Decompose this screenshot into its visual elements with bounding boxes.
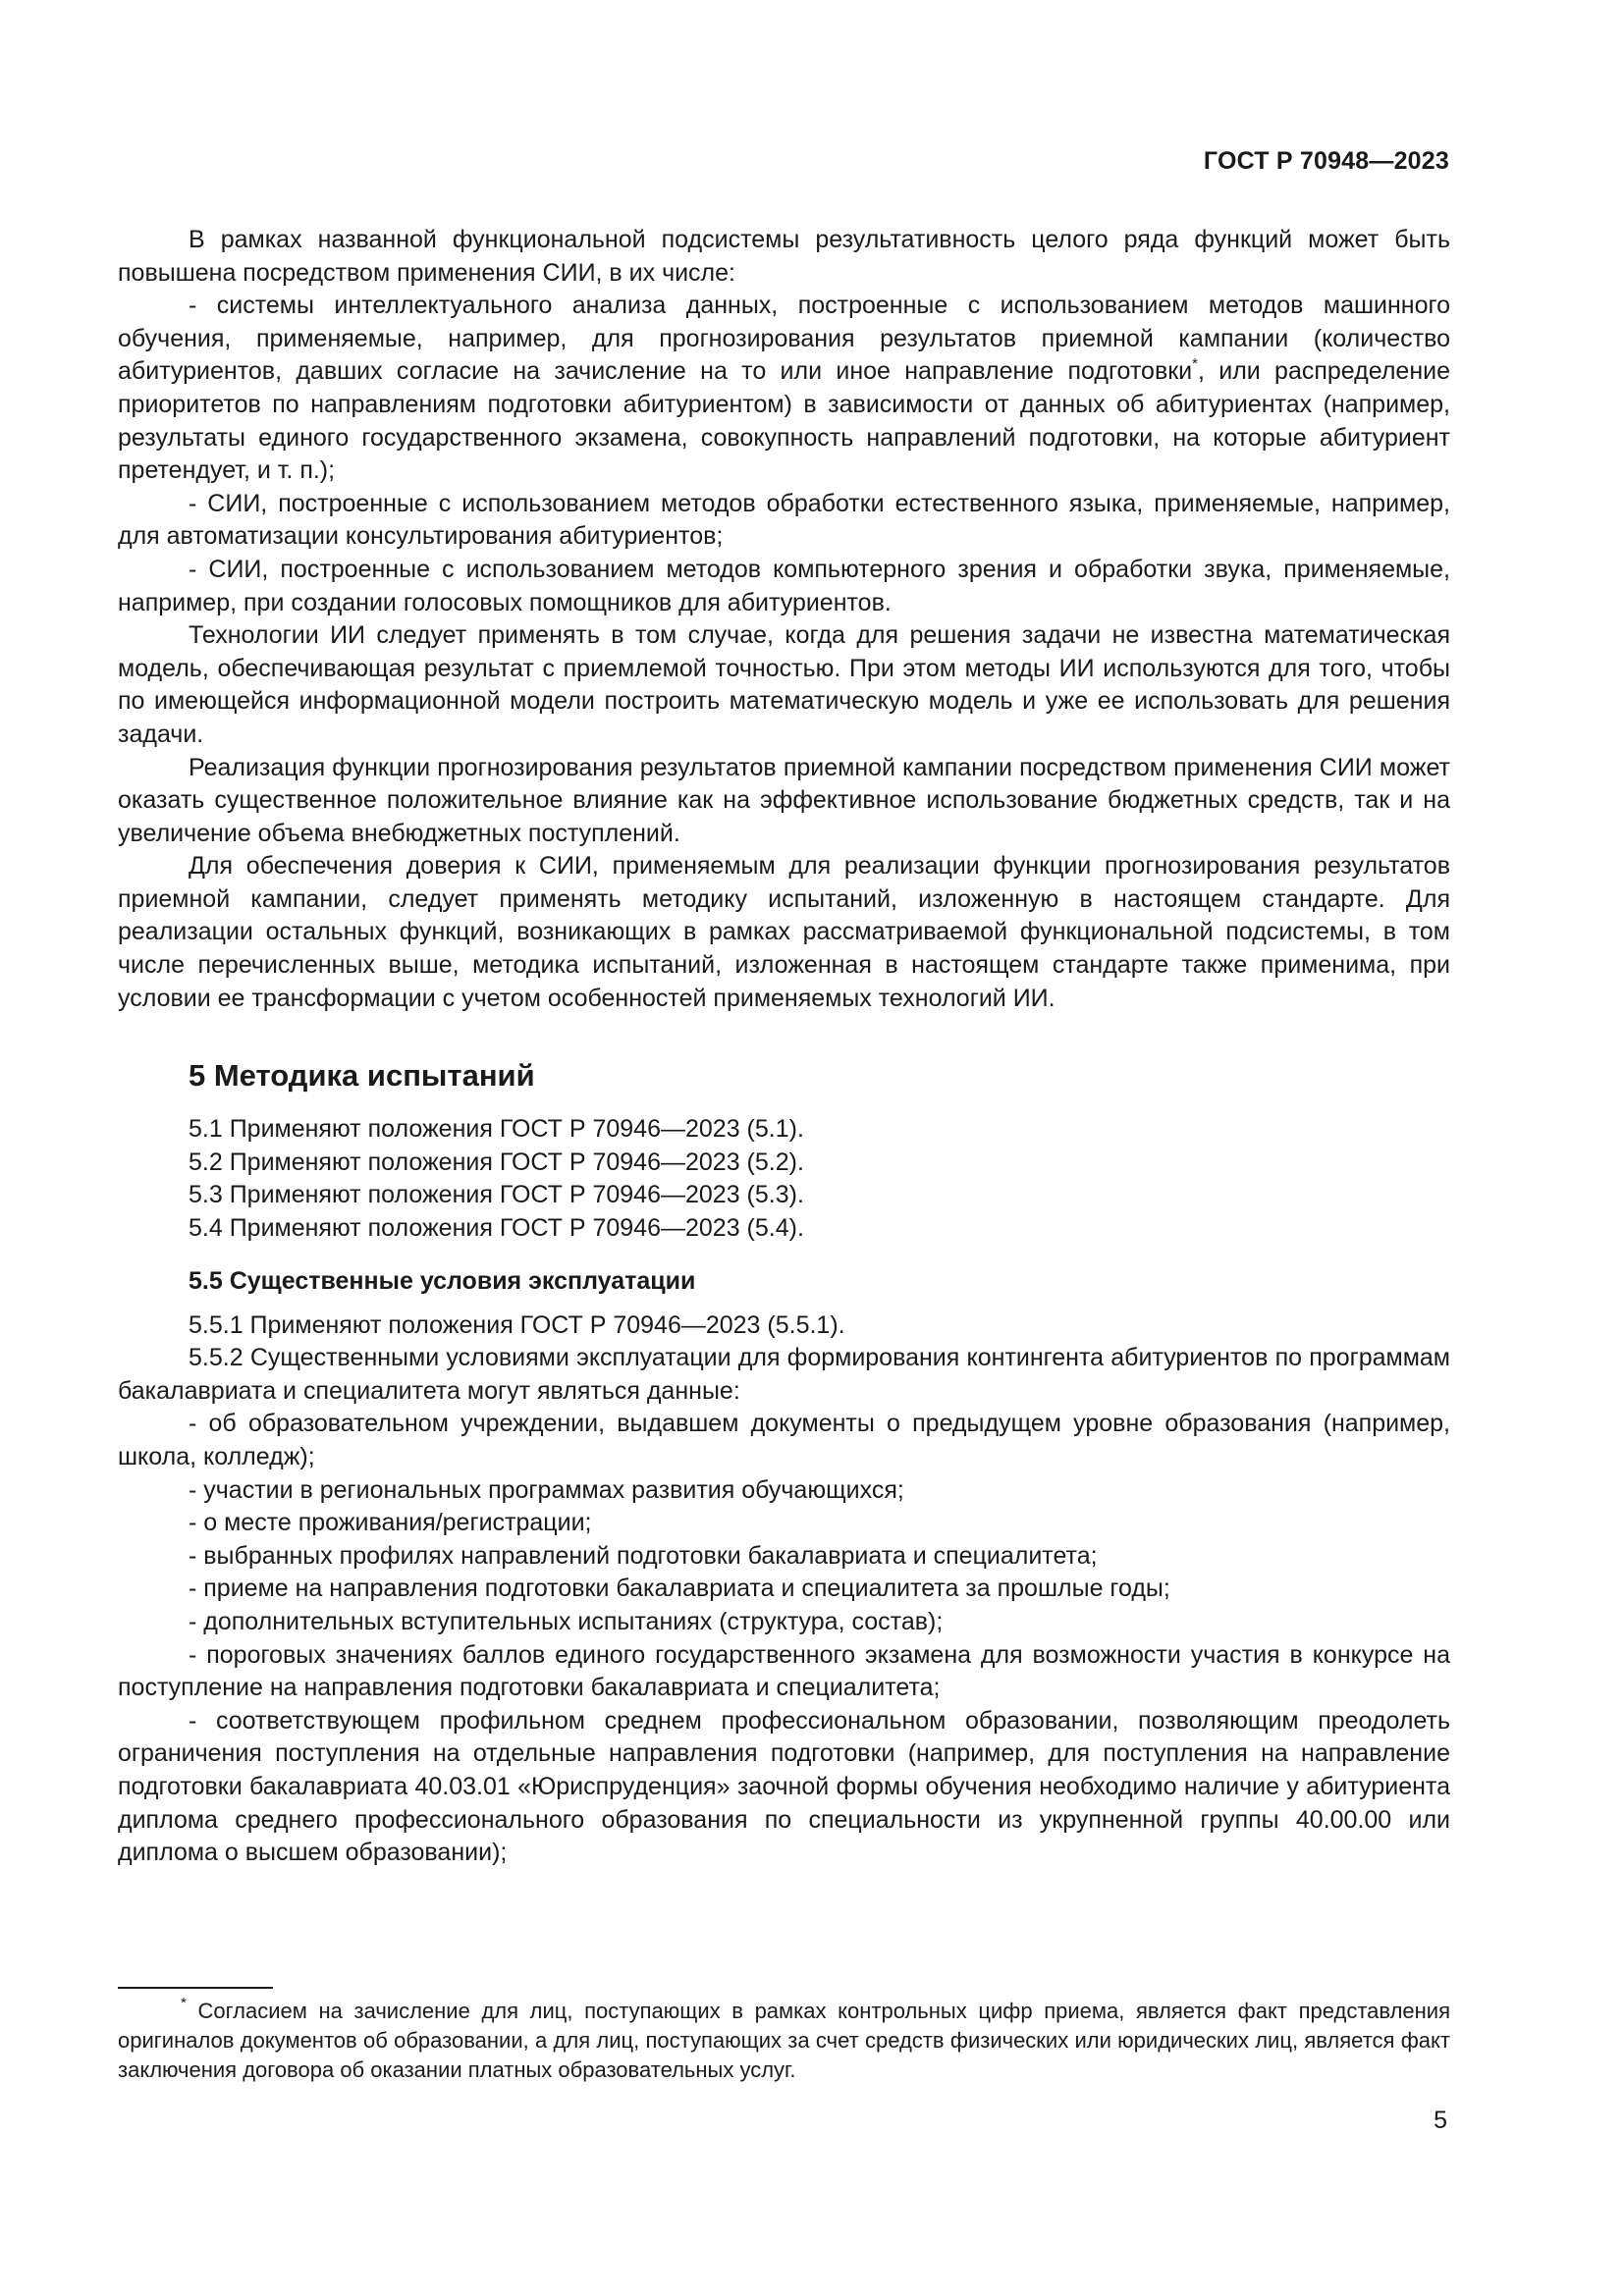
list-item-text-continued: , или распределение приоритетов по направлениям подготовки абитуриентом) в зависимости от данных об абитуриентах (например, результаты единого государственного экзамена, совокупность направлений подготовки, на которые абитуриент претендует, и т. п.); xyxy=(118,357,1450,485)
list-item: - приеме на направления подготовки бакалавриата и специалитета за прошлые годы; xyxy=(189,1575,1170,1603)
footnote-divider xyxy=(118,1987,273,1989)
intro-paragraph-3: Реализация функции прогнозирования результатов приемной кампании посредством применения СИИ может оказать существенное положительное влияние как на эффективное использование бюджетных средств, так и на увеличение объема внебюджетных поступлений. xyxy=(118,753,1450,847)
body-text xyxy=(118,224,1450,1870)
list-item: - выбранных профилях направлений подготовки бакалавриата и специалитета; xyxy=(189,1541,1098,1570)
clause-5-3: 5.3 Применяют положения ГОСТ Р 70946—2023 (5.3). xyxy=(189,1181,804,1209)
page-number: 5 xyxy=(1434,2107,1447,2134)
list-item-nlp: - СИИ, построенные с использованием методов обработки естественного языка, применяемые, например, для автоматизации консультирования абитуриентов; xyxy=(118,489,1450,551)
list-item: - об образовательном учреждении, выдавшем документы о предыдущем уровне образования (например, школа, колледж); xyxy=(118,1410,1450,1470)
footnote xyxy=(118,1997,1450,2085)
intro-paragraph-1: В рамках названной функциональной подсистемы результативность целого ряда функций может быть повышена посредством применения СИИ, в их числе: xyxy=(118,226,1450,287)
clause-5-2: 5.2 Применяют положения ГОСТ Р 70946—2023 (5.2). xyxy=(189,1148,804,1176)
clause-5-4: 5.4 Применяют положения ГОСТ Р 70946—2023 (5.4). xyxy=(189,1214,804,1243)
footnote-text-block xyxy=(118,1997,1450,2085)
list-item: - дополнительных вступительных испытаниях (структура, состав); xyxy=(189,1607,944,1635)
footnote-reference[interactable]: * xyxy=(1192,355,1198,373)
list-item: - пороговых значениях баллов единого государственного экзамена для возможности участия в конкурсе на поступление на направления подготовки бакалавриата и специалитета; xyxy=(118,1640,1450,1702)
list-item-text: - системы интеллектуального анализа данных, построенные с использованием методов машинного обучения, применяемые, например, для прогнозирования результатов приемной кампании (количество абитуриентов, давших согласие на зачисление на то или иное направление подготовки xyxy=(118,292,1450,386)
clause-5-5-2: 5.5.2 Существенными условиями эксплуатации для формирования контингента абитуриентов по программам бакалавриата и специалитета могут являться данные: xyxy=(118,1344,1450,1405)
list-item-vision: - СИИ, построенные с использованием методов компьютерного зрения и обработки звука, применяемые, например, при создании голосовых помощников для абитуриентов. xyxy=(118,555,1450,616)
intro-paragraph-4: Для обеспечения доверия к СИИ, применяемым для реализации функции прогнозирования результатов приемной кампании, следует применять методику испытаний, изложенную в настоящем стандарте. Для реализации остальных функций, возникающих в рамках рассматриваемой функциональной подсистемы, в том числе перечисленных выше, методика испытаний, изложенная в настоящем стандарте также применима, при условии ее трансформации с учетом особенностей применяемых технологий ИИ. xyxy=(118,852,1450,1012)
clause-5-1: 5.1 Применяют положения ГОСТ Р 70946—2023 (5.1). xyxy=(189,1115,804,1144)
footnote-marker: * xyxy=(181,1995,187,2011)
list-item-data-mining xyxy=(118,290,1450,488)
clause-5-5-1: 5.5.1 Применяют положения ГОСТ Р 70946—2023 (5.5.1). xyxy=(189,1310,845,1339)
document-code-header: ГОСТ Р 70948—2023 xyxy=(1203,147,1449,175)
list-item: - соответствующем профильном среднем профессиональном образовании, позволяющим преодолеть ограничения поступления на отдельные направления подготовки (например, для поступления на направление подготовки бакалавриата 40.03.01 «Юриспруденция» заочной формы обучения необходимо наличие у абитуриента диплома среднего профессионального образования по специальности из укрупненной группы 40.00.00 или диплома о высшем образовании); xyxy=(118,1706,1450,1867)
section-5-heading: 5 Методика испытаний xyxy=(189,1058,535,1094)
subsection-5-5-heading: 5.5 Существенные условия эксплуатации xyxy=(189,1266,696,1295)
footnote-text: Согласием на зачисление для лиц, поступающих в рамках контрольных цифр приема, является факт представления оригиналов документов об образовании, а для лиц, поступающих за счет средств физических или юридических лиц, является факт заключения договора об оказании платных образовательных услуг. xyxy=(118,1999,1450,2082)
list-item: - участии в региональных программах развития обучающихся; xyxy=(189,1475,904,1504)
intro-paragraph-2: Технологии ИИ следует применять в том случае, когда для решения задачи не известна математическая модель, обеспечивающая результат с приемлемой точностью. При этом методы ИИ используются для того, чтобы по имеющейся информационной модели построить математическую модель и уже ее использовать для решения задачи. xyxy=(118,621,1450,748)
list-item: - о месте проживания/регистрации; xyxy=(189,1509,592,1537)
